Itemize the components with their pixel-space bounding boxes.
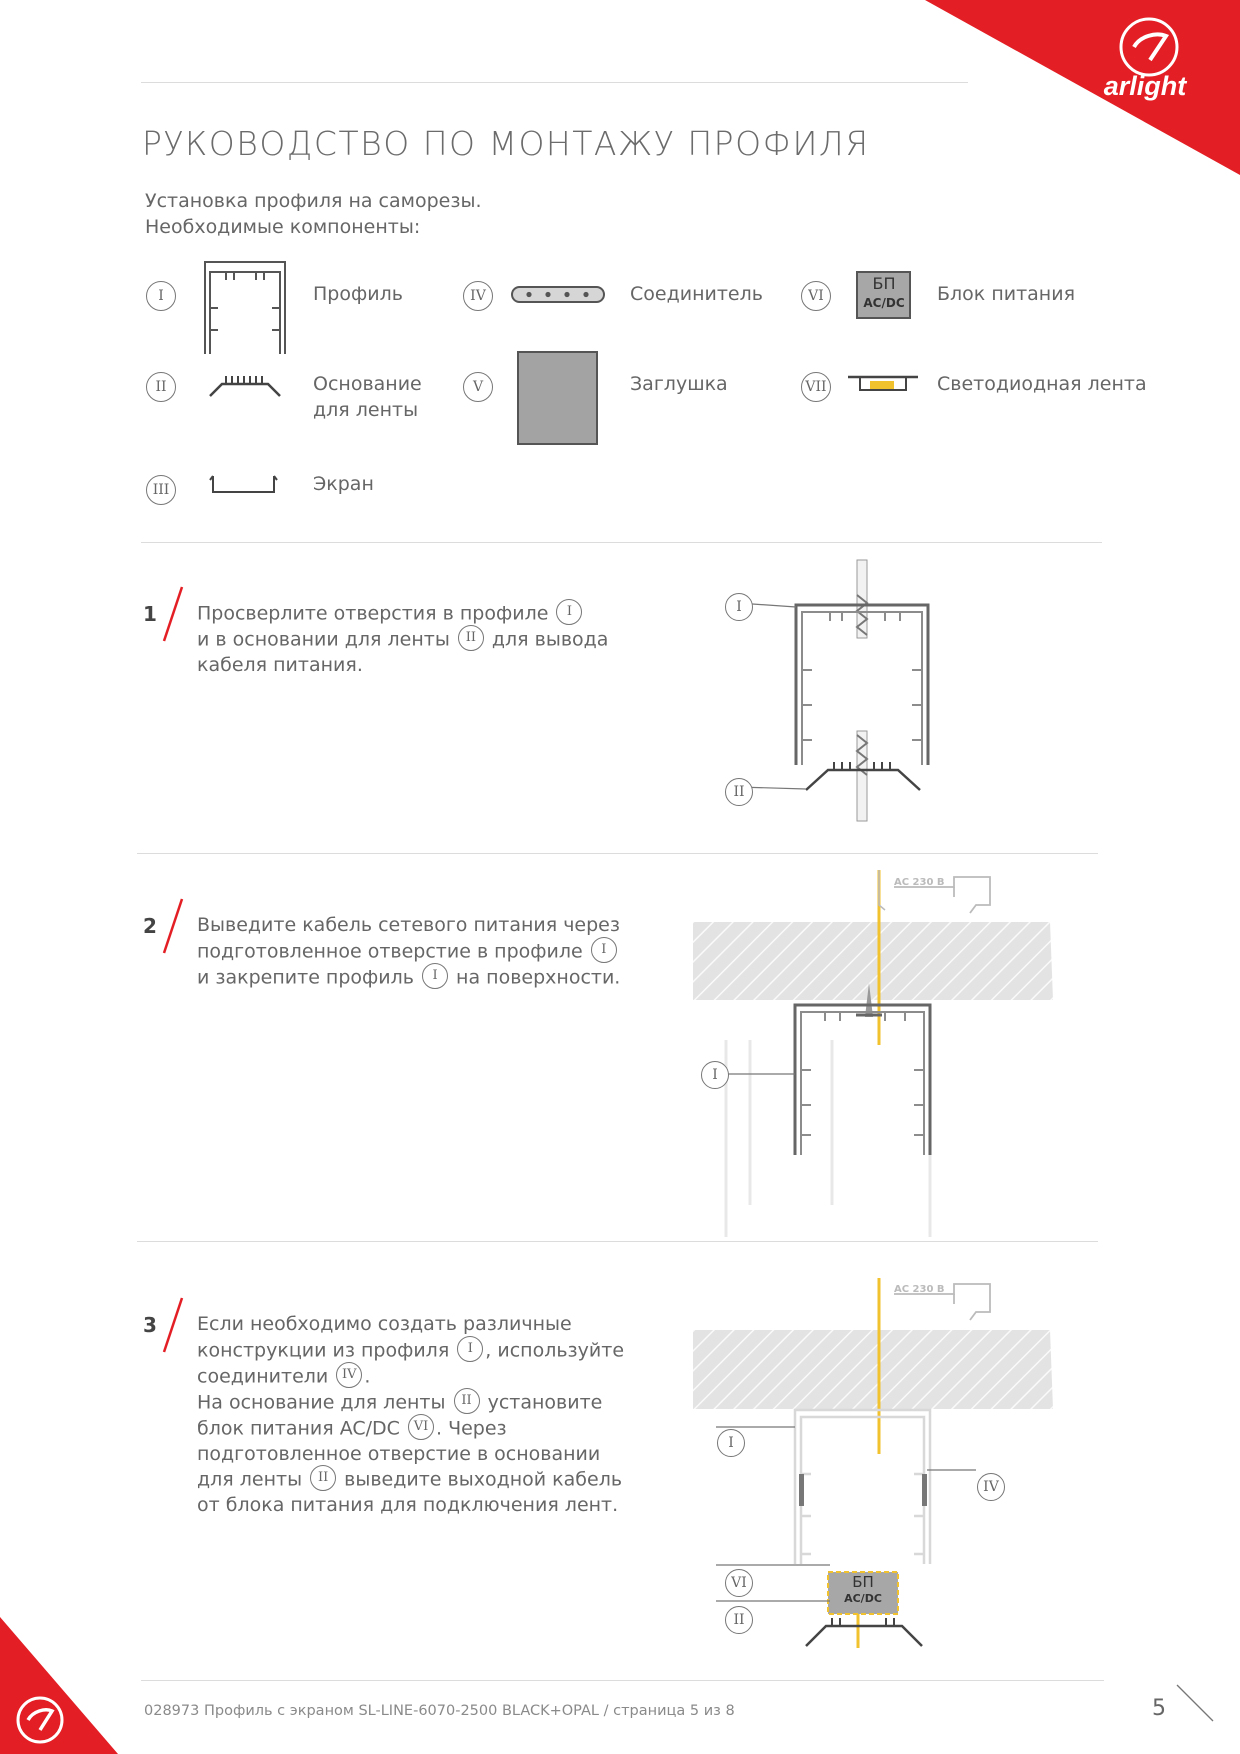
- component-num-vii: VII: [801, 372, 831, 402]
- component-num-v: V: [463, 372, 493, 402]
- step-1-text: [197, 601, 608, 679]
- step-text-line: Просверлите отверстия в профиле I: [197, 601, 608, 627]
- ac-label: AC 230 В: [894, 1284, 945, 1295]
- component-num-iii: III: [146, 475, 176, 505]
- page-number: 5: [1152, 1696, 1166, 1721]
- step-text-line: На основание для ленты II установите: [197, 1390, 624, 1416]
- step-text-line: подготовленное отверстие в профиле I: [197, 939, 620, 965]
- footer-rule: [141, 1680, 1104, 1681]
- step-text-line: для ленты II выведите выходной кабель: [197, 1467, 624, 1493]
- step-text-line: и в основании для ленты II для вывода: [197, 627, 608, 653]
- component-label-profile: Профиль: [313, 283, 403, 305]
- step-text-line: Выведите кабель сетевого питания через: [197, 914, 620, 936]
- psu-label-top: БП: [872, 274, 896, 293]
- step-text-line: подготовленное отверстие в основании: [197, 1442, 601, 1465]
- component-ref-badge: II: [458, 625, 484, 651]
- diagram-label-i: I: [725, 593, 753, 621]
- component-label-line: Основание: [313, 373, 422, 395]
- profile-icon: [200, 258, 290, 356]
- step-text-line: конструкции из профиля I , используйте: [197, 1338, 624, 1364]
- step-number: 2: [143, 914, 157, 938]
- step-text-line: от блока питания для подключения лент.: [197, 1494, 619, 1516]
- section-divider: [137, 1241, 1098, 1242]
- diagram-label-ii: II: [725, 778, 753, 806]
- component-num-vi: VI: [801, 281, 831, 311]
- brand-logo-text: arlight: [1103, 71, 1187, 101]
- section-divider: [141, 542, 1102, 543]
- psu-label-top: БП: [852, 1573, 874, 1591]
- component-ref-badge: I: [457, 1336, 483, 1362]
- step-text-line: кабеля питания.: [197, 654, 363, 676]
- screen-icon: [208, 474, 283, 498]
- step-number: 3: [143, 1313, 157, 1337]
- component-label-psu: Блок питания: [937, 283, 1076, 305]
- ac-label: AC 230 В: [894, 877, 945, 888]
- component-label-connector: Соединитель: [630, 283, 763, 305]
- footer-text: 028973 Профиль с экраном SL-LINE-6070-2500 BLACK+OPAL / страница 5 из 8: [144, 1703, 735, 1719]
- component-ref-badge: IV: [336, 1362, 362, 1388]
- psu-label-bottom: AC/DC: [863, 296, 905, 310]
- step-slash-icon: [160, 1296, 186, 1356]
- component-num-ii: II: [146, 372, 176, 402]
- diagram-label-i: I: [701, 1061, 729, 1089]
- component-label-endcap: Заглушка: [630, 373, 728, 395]
- component-label-led: Светодиодная лента: [937, 373, 1147, 395]
- step-number: 1: [143, 602, 157, 626]
- intro-line: Установка профиля на саморезы.: [145, 190, 482, 212]
- psu-label-bottom: AC/DC: [844, 1592, 882, 1605]
- component-num-iv: IV: [463, 281, 493, 311]
- diagram-label-vi: VI: [725, 1569, 753, 1597]
- component-ref-badge: I: [422, 963, 448, 989]
- component-ref-badge: I: [556, 599, 582, 625]
- led-strip-icon: [846, 374, 921, 398]
- intro-line: Необходимые компоненты:: [145, 216, 421, 238]
- connector-icon: [511, 286, 606, 304]
- component-label-line: для ленты: [313, 399, 419, 421]
- end-cap-icon: [517, 351, 599, 446]
- header-rule: [141, 82, 968, 83]
- intro-text: [145, 188, 482, 240]
- strip-base-icon: [208, 372, 283, 402]
- step-text-line: Если необходимо создать различные: [197, 1313, 572, 1335]
- component-ref-badge: VI: [408, 1414, 434, 1440]
- step-3-text: [197, 1312, 624, 1519]
- step-text-line: блок питания AC/DC VI . Через: [197, 1416, 624, 1442]
- component-ref-badge: II: [310, 1465, 336, 1491]
- component-label-screen: Экран: [313, 473, 374, 495]
- step-slash-icon: [160, 897, 186, 957]
- step-2-diagram: [690, 865, 1060, 1235]
- diagram-label-i: I: [717, 1429, 745, 1457]
- component-ref-badge: II: [454, 1388, 480, 1414]
- step-text-line: и закрепите профиль I на поверхности.: [197, 965, 620, 991]
- diagram-label-ii: II: [725, 1606, 753, 1634]
- page-title: РУКОВОДСТВО ПО МОНТАЖУ ПРОФИЛЯ: [142, 124, 870, 163]
- component-label-base: [313, 371, 422, 423]
- diagram-label-iv: IV: [977, 1473, 1005, 1501]
- section-divider: [137, 853, 1098, 854]
- page-corner-line: [1175, 1683, 1215, 1723]
- step-slash-icon: [160, 585, 186, 645]
- brand-corner-bottom: [0, 1610, 130, 1754]
- component-num-i: I: [146, 281, 176, 311]
- step-2-text: [197, 913, 620, 991]
- component-ref-badge: I: [591, 937, 617, 963]
- step-text-line: соединители IV .: [197, 1364, 624, 1390]
